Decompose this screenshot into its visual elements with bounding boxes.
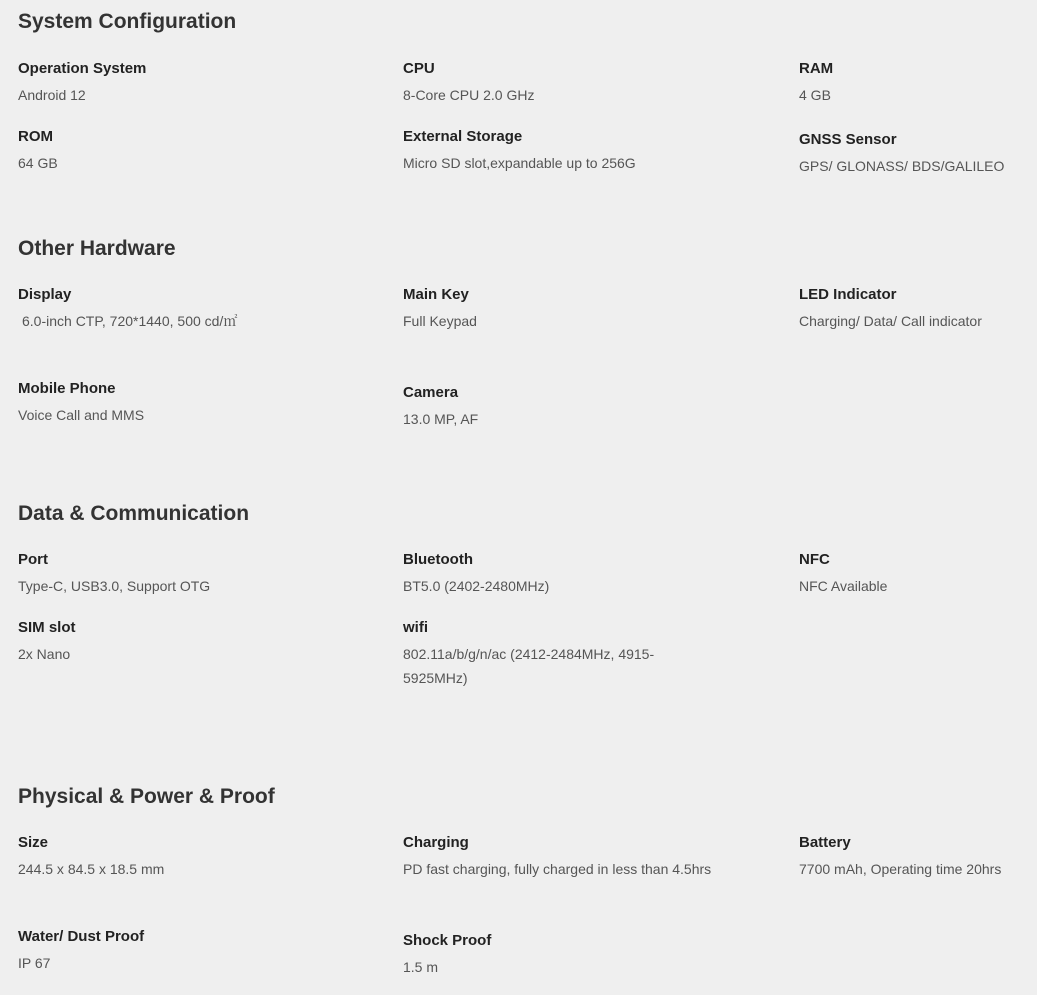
section-title-data-communication: Data & Communication — [18, 502, 250, 525]
spec-label: Port — [18, 551, 48, 568]
spec-label: Camera — [403, 384, 459, 401]
spec-value: Type-C, USB3.0, Support OTG — [18, 578, 211, 594]
spec-value: 2x Nano — [18, 646, 71, 662]
spec-main-key — [403, 286, 733, 333]
spec-value: 6.0-inch CTP, 720*1440, 500 cd/㎡ — [22, 313, 238, 329]
spec-value: 13.0 MP, AF — [403, 411, 479, 427]
spec-label: RAM — [799, 60, 834, 77]
spec-label: GNSS Sensor — [799, 131, 897, 148]
spec-value: 4 GB — [799, 87, 831, 103]
section-title-other-hardware: Other Hardware — [18, 237, 176, 260]
spec-label: External Storage — [403, 128, 523, 145]
spec-label: LED Indicator — [799, 286, 897, 303]
spec-value: IP 67 — [18, 955, 51, 971]
spec-value: 7700 mAh, Operating time 20hrs — [799, 861, 1002, 877]
spec-label: Bluetooth — [403, 551, 473, 568]
spec-label: Main Key — [403, 286, 469, 303]
spec-value: NFC Available — [799, 578, 888, 594]
section-title-system-configuration: System Configuration — [18, 10, 237, 33]
spec-label: SIM slot — [18, 619, 76, 636]
spec-size — [18, 834, 348, 881]
spec-wifi — [403, 619, 733, 690]
spec-label: Operation System — [18, 60, 147, 77]
spec-battery — [799, 834, 1035, 881]
spec-label: Shock Proof — [403, 932, 492, 949]
spec-label: Display — [18, 286, 72, 303]
spec-value: 802.11a/b/g/n/ac (2412-2484MHz, 4915-5925MHz) — [403, 646, 655, 686]
spec-water-dust-proof — [18, 928, 348, 975]
spec-value: 8-Core CPU 2.0 GHz — [403, 87, 535, 103]
spec-mobile-phone — [18, 380, 348, 427]
spec-label: Size — [18, 834, 49, 851]
spec-value: 64 GB — [18, 155, 58, 171]
spec-label: Mobile Phone — [18, 380, 116, 397]
spec-value: PD fast charging, fully charged in less than 4.5hrs — [403, 861, 712, 877]
spec-led-indicator — [799, 286, 1035, 333]
spec-label: Charging — [403, 834, 469, 851]
spec-label: Battery — [799, 834, 851, 851]
spec-value: 244.5 x 84.5 x 18.5 mm — [18, 861, 165, 877]
spec-shock-proof — [403, 932, 733, 979]
spec-value: Android 12 — [18, 87, 86, 103]
spec-display — [18, 286, 348, 333]
spec-label: wifi — [403, 619, 428, 636]
spec-label: ROM — [18, 128, 53, 145]
spec-sim-slot — [18, 619, 348, 666]
spec-label: CPU — [403, 60, 435, 77]
spec-value: GPS/ GLONASS/ BDS/GALILEO — [799, 158, 1005, 174]
spec-rom — [18, 128, 348, 175]
spec-charging — [403, 834, 783, 881]
spec-nfc — [799, 551, 1035, 598]
spec-value: BT5.0 (2402-2480MHz) — [403, 578, 550, 594]
section-title-physical-power-proof: Physical & Power & Proof — [18, 785, 275, 808]
spec-ram — [799, 60, 1035, 107]
spec-gnss-sensor — [799, 131, 1035, 178]
spec-label: NFC — [799, 551, 830, 568]
spec-port — [18, 551, 348, 598]
spec-value: Micro SD slot,expandable up to 256G — [403, 155, 636, 171]
spec-value: Charging/ Data/ Call indicator — [799, 313, 982, 329]
spec-operation-system — [18, 60, 348, 107]
spec-value: Voice Call and MMS — [18, 407, 145, 423]
spec-camera — [403, 384, 733, 431]
spec-value: Full Keypad — [403, 313, 477, 329]
spec-cpu — [403, 60, 733, 107]
spec-value: 1.5 m — [403, 959, 439, 975]
spec-label: Water/ Dust Proof — [18, 928, 145, 945]
spec-bluetooth — [403, 551, 733, 598]
spec-external-storage — [403, 128, 733, 175]
